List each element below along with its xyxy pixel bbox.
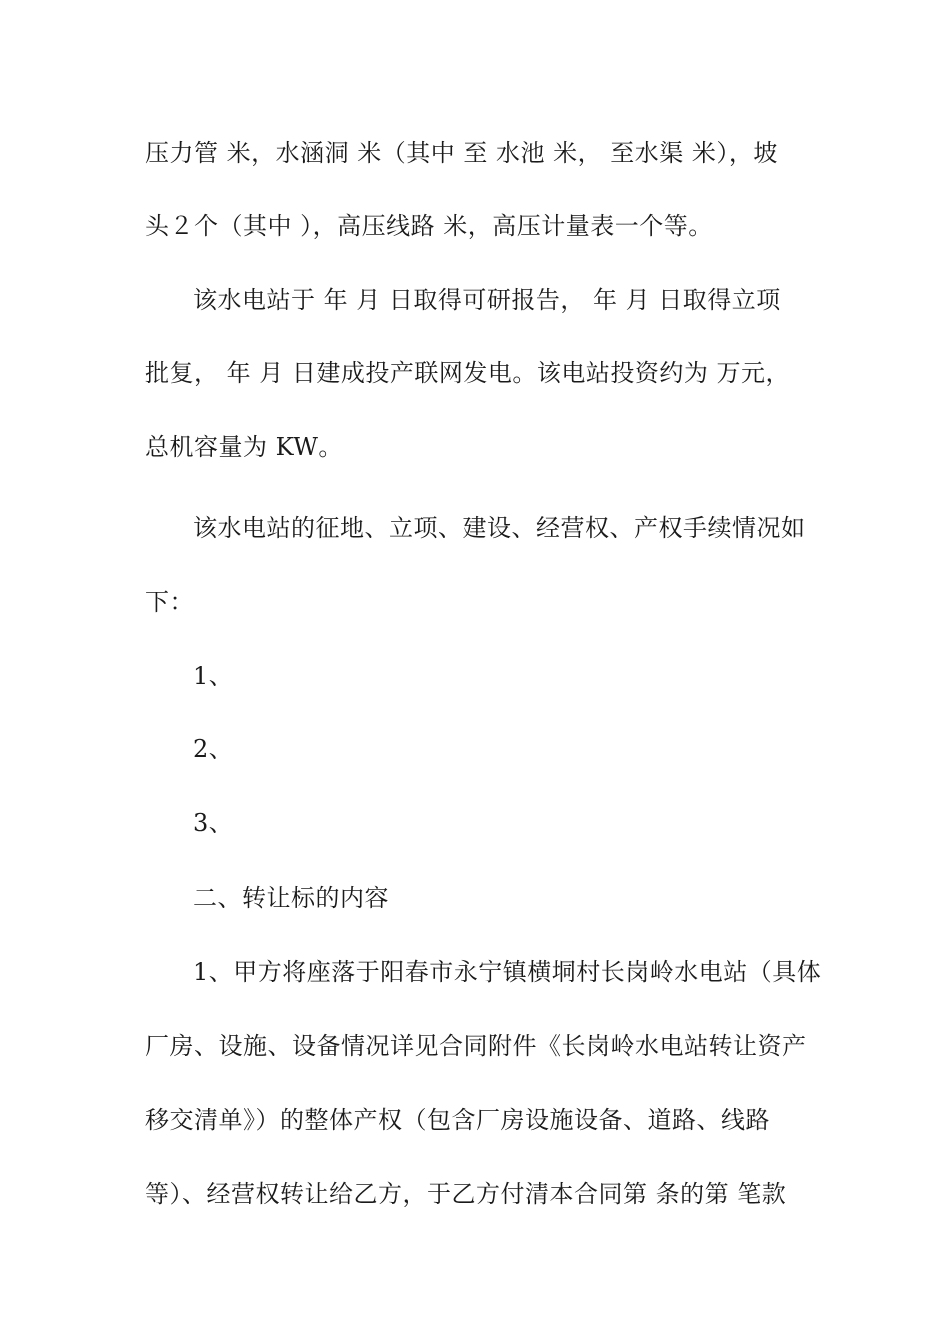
paragraph-line: 总机容量为 KW。 [145,433,343,461]
paragraph-line: 下： [145,588,194,616]
list-item: 1、 [193,662,234,690]
list-item: 2、 [193,735,234,763]
paragraph-line: 批复， 年 月 日建成投产联网发电。该电站投资约为 万元， [145,359,791,387]
paragraph-line: 1、甲方将座落于阳春市永宁镇横垌村长岗岭水电站（具体 [193,958,822,986]
paragraph-line: 该水电站的征地、立项、建设、经营权、产权手续情况如 [193,514,806,542]
section-heading: 二、转让标的内容 [193,884,389,912]
paragraph-line: 移交清单》）的整体产权（包含厂房设施设备、道路、线路 [145,1106,770,1134]
paragraph-line: 厂房、设施、设备情况详见合同附件《长岗岭水电站转让资产 [145,1032,807,1060]
paragraph-line: 压力管 米，水涵洞 米（其中 至 水池 米， 至水渠 米），坡 [145,139,778,167]
list-item: 3、 [193,809,234,837]
paragraph-line: 等）、经营权转让给乙方，于乙方付清本合同第 条的第 笔款 [145,1180,787,1208]
paragraph-line: 该水电站于 年 月 日取得可研报告， 年 月 日取得立项 [193,286,781,314]
paragraph-line: 头２个（其中 ），高压线路 米，高压计量表一个等。 [145,212,713,240]
